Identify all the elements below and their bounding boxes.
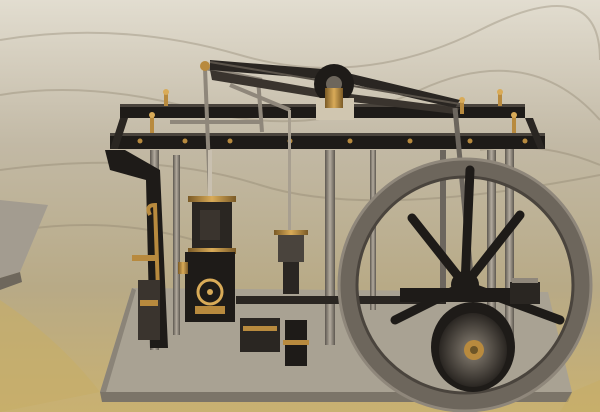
cold-water-pump [240,318,280,352]
valve-lever [132,255,156,261]
linkage-pivot [200,61,210,71]
beam-bearing-brass [325,88,343,108]
piston-rod [208,150,212,200]
pump-rod [288,110,291,230]
valve-chest [178,252,235,322]
pulley-axle [470,346,478,354]
steam-cylinder [188,196,236,254]
condenser-tank [138,280,160,340]
crank-shaft [400,288,520,302]
condenser-band [140,300,158,306]
main-bearing-cap [512,278,538,283]
pump-band [243,326,277,331]
main-bearing [510,282,540,304]
